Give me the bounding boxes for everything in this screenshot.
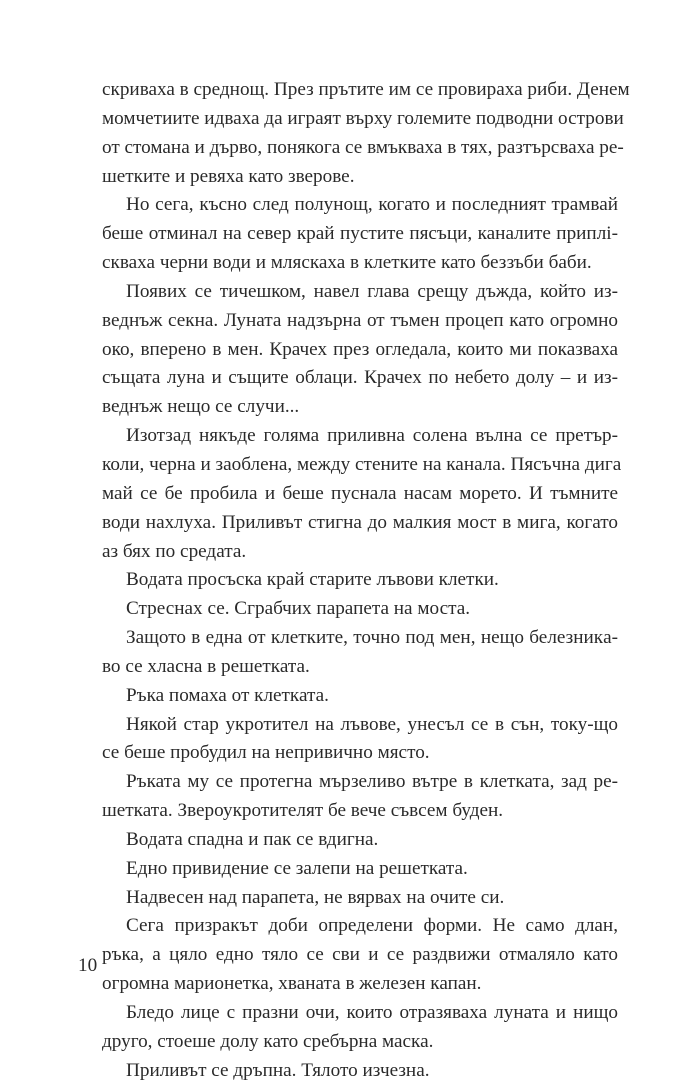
text-line: се беше пробудил на непривично място. (102, 742, 430, 764)
paragraph (78, 912, 618, 999)
text-line: момчетиите идваха да играят върху големите подводни острови (102, 107, 624, 129)
paragraph (78, 1057, 618, 1086)
text-line: Но сега, късно след полунощ, когато и последният трамвай (126, 194, 618, 216)
text-line: око, вперено в мен. Крачех през огледала, които ми показваха (102, 338, 618, 360)
text-line: Водата спадна и пак се вдигна. (126, 828, 379, 850)
text-line: води нахлуха. Приливът стигна до малкия мост в мига, когато (102, 511, 618, 533)
paragraph (78, 595, 618, 624)
text-line: во се хласна в решетката. (102, 655, 310, 677)
text-line: същата луна и същите облаци. Крачех по небето долу – и из- (102, 367, 618, 389)
text-line: скваха черни води и мляскаха в клетките като беззъби баби. (102, 252, 592, 274)
paragraph (78, 278, 618, 422)
text-line: шетката. Звероукротителят бе вече съвсем буден. (102, 800, 504, 822)
text-line: Едно привидение се залепи на решетката. (126, 857, 468, 879)
text-line: аз бях по средата. (102, 540, 247, 562)
text-line: Изотзад някъде голяма приливна солена вълна се претър- (126, 425, 618, 447)
text-line: Стреснах се. Сграбчих парапета на моста. (126, 598, 471, 620)
paragraph (78, 768, 618, 826)
text-line: коли, черна и заоблена, между стените на канала. Пясъчна дига (102, 453, 622, 475)
paragraph (78, 191, 618, 278)
text-line: Приливът се дръпна. Тялото изчезна. (126, 1059, 430, 1081)
text-line: Някой стар укротител на лъвове, унесъл се в сън, току-що (126, 713, 618, 735)
text-line: Водата просъска край старите лъвови клетки. (126, 569, 499, 591)
paragraph (78, 884, 618, 913)
paragraph (78, 76, 630, 191)
text-line: Появих се тичешком, навел глава срещу дъжда, който из- (126, 280, 618, 302)
text-line: Ръката му се протегна мързеливо вътре в клетката, зад ре- (126, 771, 618, 793)
text-line: беше отминал на север край пустите пясъци, каналите приплі- (102, 223, 618, 245)
paragraph (78, 624, 618, 682)
text-line: огромна марионетка, хваната в железен капан. (102, 973, 482, 995)
text-line: Защото в една от клетките, точно под мен, нещо белезникa- (126, 627, 618, 649)
text-line: май се бе пробила и беше пуснала насам морето. И тъмните (102, 482, 618, 504)
paragraph (78, 422, 622, 566)
text-line: ръка, а цяло едно тяло се сви и се раздвижи отмаляло като (102, 944, 618, 966)
text-line: шетките и ревяха като зверове. (102, 165, 355, 187)
text-line: Бледо лице с празни очи, които отразяваха луната и нищо (126, 1002, 618, 1023)
page-number: 10 (78, 955, 98, 976)
text-line: Сега призракът доби определени форми. Не само длан, (126, 915, 618, 937)
paragraph (78, 682, 618, 711)
text-line: веднъж секна. Луната надзърна от тъмен процеп като огромно (102, 309, 618, 331)
paragraph (78, 566, 618, 595)
paragraph (78, 826, 618, 855)
text-line: скриваха в среднощ. През прътите им се провираха риби. Денем (102, 79, 630, 100)
paragraph (78, 855, 618, 884)
text-line: Надвесен над парапета, не вярвах на очите си. (126, 886, 505, 908)
page-text (78, 76, 630, 1086)
text-line: от стомана и дърво, понякога се вмъкваха в тях, разтърсваха ре- (102, 136, 624, 158)
paragraph (78, 711, 618, 769)
text-line: друго, стоеше долу като сребърна маска. (102, 1030, 434, 1052)
text-line: Ръка помаха от клетката. (126, 684, 329, 706)
text-line: веднъж нещо се случи... (102, 396, 300, 418)
